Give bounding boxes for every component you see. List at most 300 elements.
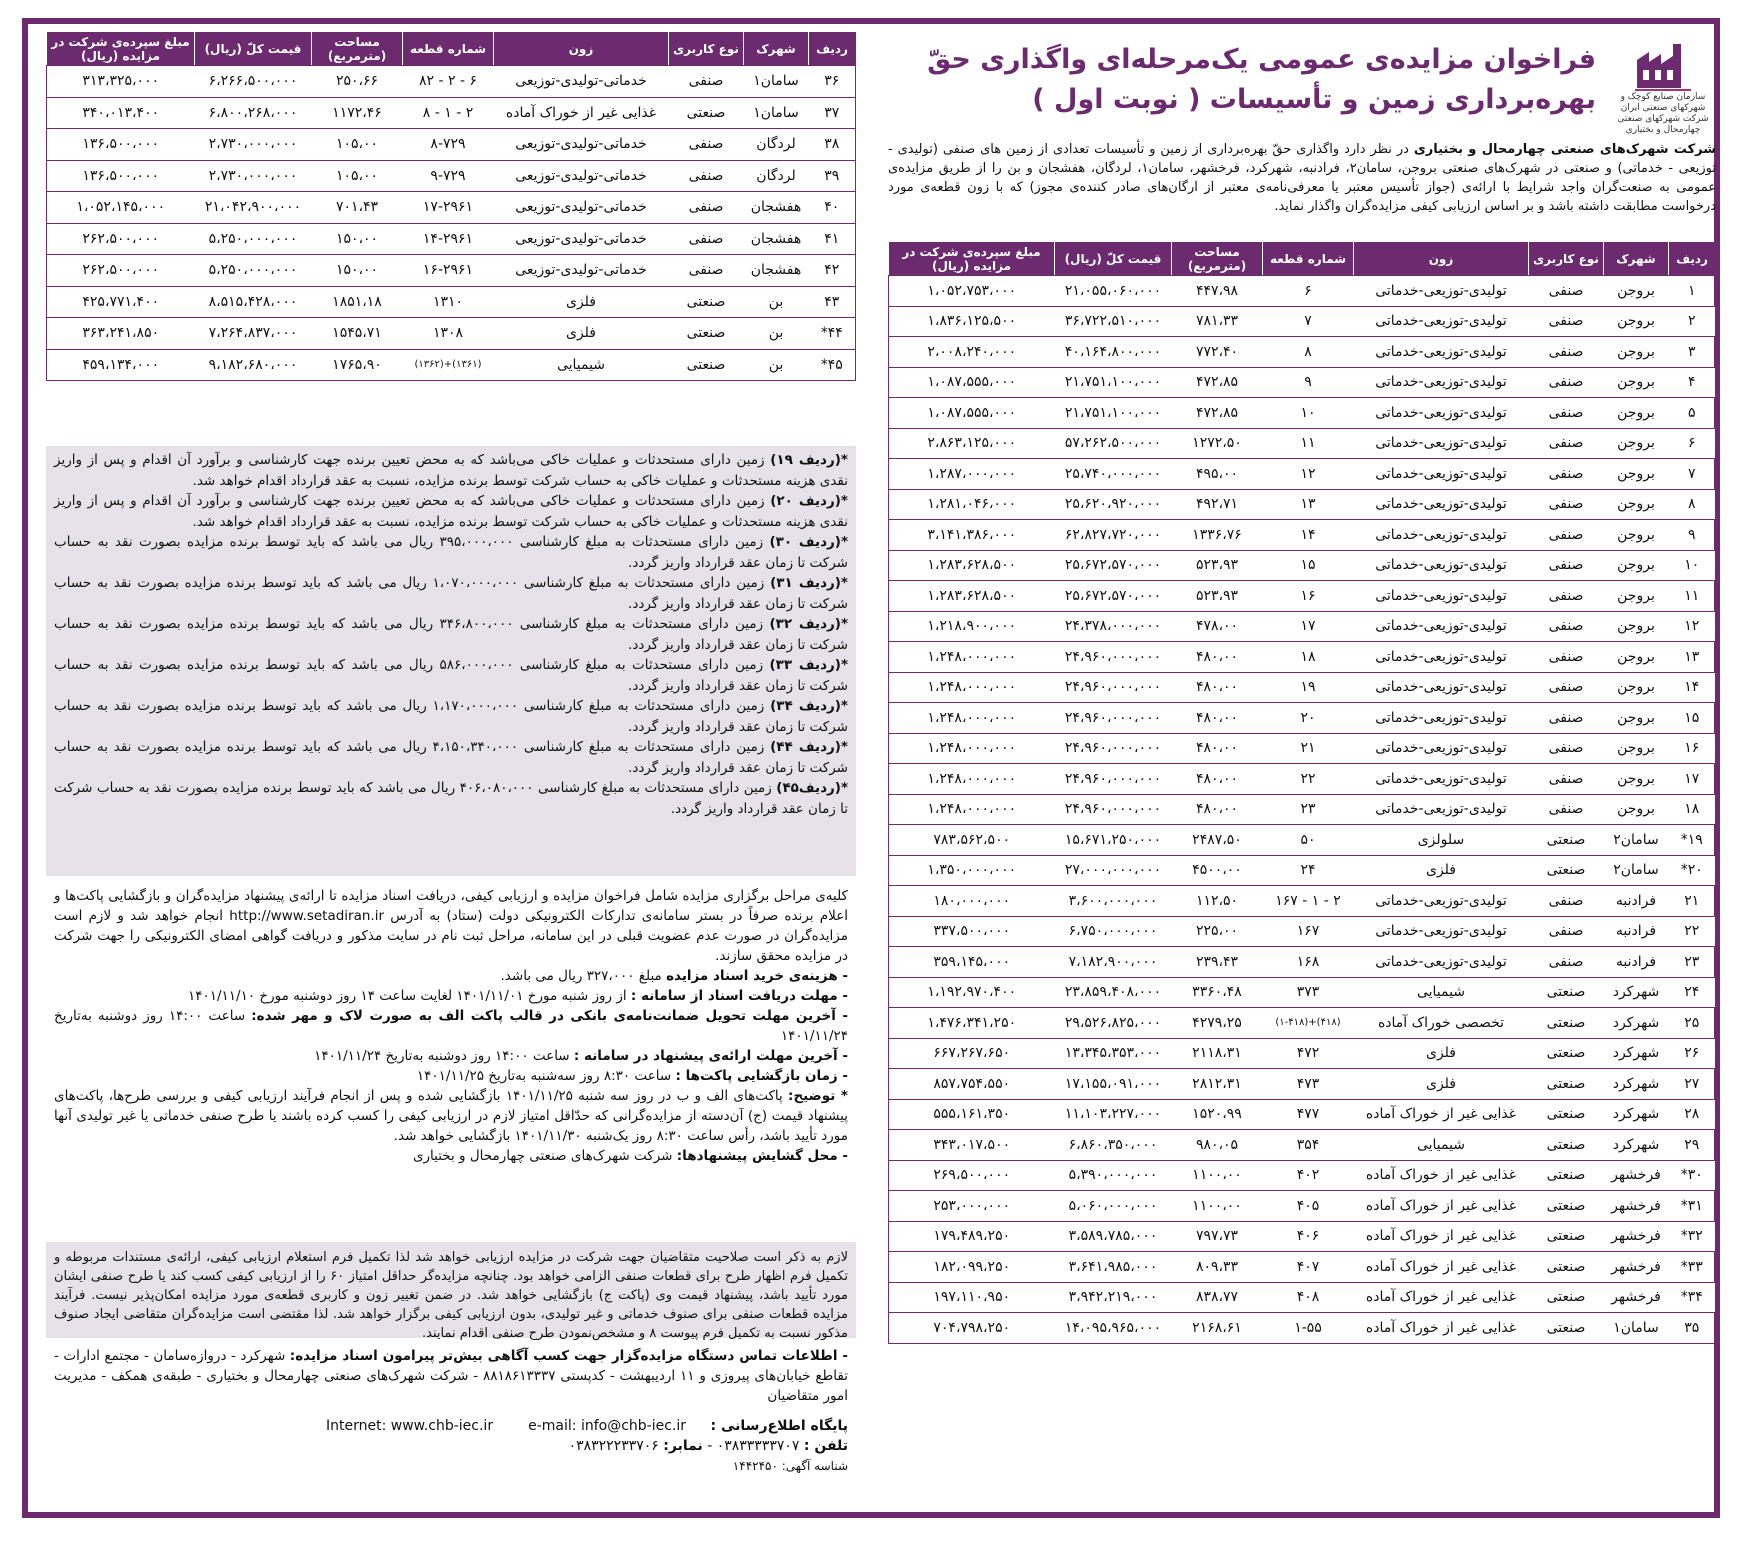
- cell-town: بن: [744, 286, 809, 318]
- table-row: [47, 286, 856, 318]
- col-area: مساحت (مترمربع): [312, 33, 403, 66]
- cell-row: ۵: [1669, 398, 1716, 429]
- cell-area: ۷۰۱،۴۳: [312, 192, 403, 224]
- cell-row: ۸: [1669, 489, 1716, 520]
- cell-deposit: ۳۵۹،۱۴۵،۰۰۰: [889, 947, 1055, 978]
- info-item: [54, 1006, 848, 1046]
- cell-row: ۳: [1669, 337, 1716, 368]
- cell-price: ۲۵،۶۲۰،۹۲۰،۰۰۰: [1055, 489, 1172, 520]
- table-row: [47, 192, 856, 224]
- table-row: [889, 459, 1716, 490]
- cell-area: ۲۵۰،۶۶: [312, 66, 403, 98]
- contact-text: شهرکرد - دروازه‌سامان - مجتمع ادارات - تقاطع خیابان‌های پیروزی و ۱۱ اردیبهشت - کدپستی ۸۸۱۸۶۱۳۳۳۷ - شرکت شهرک‌های صنعتی چهارمحال و بختیاری - طبقه‌ی همکف - مدیریت امور متقاضیان: [54, 1348, 848, 1404]
- fax-value: ۰۳۸۳۲۲۲۳۳۷۰۶: [568, 1438, 659, 1454]
- cell-deposit: ۲۶۲،۵۰۰،۰۰۰: [47, 223, 195, 255]
- cell-deposit: ۱۳۶،۵۰۰،۰۰۰: [47, 160, 195, 192]
- cell-price: ۶،۷۵۰،۰۰۰،۰۰۰: [1055, 916, 1172, 947]
- table-row: [889, 306, 1716, 337]
- cell-deposit: ۳۱۳،۳۲۵،۰۰۰: [47, 66, 195, 98]
- cell-price: ۸،۵۱۵،۴۲۸،۰۰۰: [195, 286, 312, 318]
- table-row: [889, 642, 1716, 673]
- note-label: *(ردیف ۳۴): [770, 698, 848, 714]
- header: [868, 38, 1718, 138]
- cell-town: بروجن: [1604, 764, 1669, 795]
- cell-zone: خدماتی-تولیدی-توزیعی: [494, 160, 669, 192]
- table-row: [889, 1191, 1716, 1222]
- cell-zone: تولیدی-توزیعی-خدماتی: [1354, 337, 1529, 368]
- cell-price: ۶،۲۶۶،۵۰۰،۰۰۰: [195, 66, 312, 98]
- cell-parcel: ۲۴: [1263, 855, 1354, 886]
- cell-zone: غذایی غیر از خوراک آماده: [1354, 1282, 1529, 1313]
- contact-info: [46, 1346, 856, 1406]
- cell-zone: تولیدی-توزیعی-خدماتی: [1354, 550, 1529, 581]
- cell-zone: تولیدی-توزیعی-خدماتی: [1354, 489, 1529, 520]
- cell-use: صنعتی: [1529, 1008, 1604, 1039]
- cell-row: ۱۱: [1669, 581, 1716, 612]
- cell-parcel: ۲ - ۱ - ۸: [403, 97, 494, 129]
- cell-price: ۲،۷۳۰،۰۰۰،۰۰۰: [195, 160, 312, 192]
- title-line2: بهره‌برداری زمین و تأسیسات ( نوبت اول ): [1032, 84, 1596, 115]
- cell-zone: تولیدی-توزیعی-خدماتی: [1354, 916, 1529, 947]
- cell-deposit: ۲۶۲،۵۰۰،۰۰۰: [47, 255, 195, 287]
- cell-area: ۱۷۶۵،۹۰: [312, 349, 403, 381]
- cell-town: هفشجان: [744, 192, 809, 224]
- cell-row: ۶: [1669, 428, 1716, 459]
- cell-area: ۴۸۰،۰۰: [1172, 642, 1263, 673]
- cell-deposit: ۲،۰۰۸،۲۴۰،۰۰۰: [889, 337, 1055, 368]
- cell-parcel: ۱۶۷: [1263, 916, 1354, 947]
- cell-parcel: (۱۳۶۱)+(۱۳۶۲): [403, 349, 494, 381]
- cell-parcel: ۲ - ۱ - ۱۶۷: [1263, 886, 1354, 917]
- cell-use: صنفی: [669, 255, 744, 287]
- table-row: [889, 489, 1716, 520]
- cell-price: ۲۴،۹۶۰،۰۰۰،۰۰۰: [1055, 703, 1172, 734]
- info-item: [54, 1066, 848, 1086]
- note-item: [54, 778, 848, 819]
- table-row: [889, 764, 1716, 795]
- ad-id: شناسه آگهی: ۱۴۴۲۴۵۰: [732, 1459, 848, 1473]
- cell-price: ۷،۱۸۲،۹۰۰،۰۰۰: [1055, 947, 1172, 978]
- table-row: [889, 1069, 1716, 1100]
- cell-price: ۲۹،۵۲۶،۸۲۵،۰۰۰: [1055, 1008, 1172, 1039]
- cell-zone: تولیدی-توزیعی-خدماتی: [1354, 947, 1529, 978]
- cell-parcel: ۹-۷۲۹: [403, 160, 494, 192]
- cell-zone: تولیدی-توزیعی-خدماتی: [1354, 398, 1529, 429]
- cell-deposit: ۱،۰۵۲،۷۵۳،۰۰۰: [889, 276, 1055, 307]
- table-header-row: [47, 33, 856, 66]
- cell-parcel: ۱۴: [1263, 520, 1354, 551]
- cell-use: صنفی: [1529, 672, 1604, 703]
- cell-price: ۱۵،۶۷۱،۲۵۰،۰۰۰: [1055, 825, 1172, 856]
- cell-town: سامان۲: [1604, 825, 1669, 856]
- cell-town: بروجن: [1604, 550, 1669, 581]
- cell-row: ۲۷: [1669, 1069, 1716, 1100]
- intro-text: در نظر دارد واگذاری حقّ بهره‌برداری از زمین و تأسیسات تعدادی از زمین های صنفی (تولیدی - توزیعی - خدماتی) و صنعتی در شهرک‌های صنعتی بروجن، سامان۲، فرادنبه، شهرکرد، فرخشهر، سامان۱، لردگان، هفشجان و بن را از طریق مزایده‌ی عمومی به صنعت‌گران واجد شرایط با ارائه‌ی (جواز تأسیس معتبر یا معرفی‌نامه‌ی معتبر از ارگان‌های صادر کننده‌ی مجوز) که با زون قطعه‌ی مورد درخواست مطابقت داشته باشد و بر اساس ارزیابی کیفی مزایده‌گران واگذار نماید.: [888, 142, 1716, 214]
- cell-parcel: ۲۱: [1263, 733, 1354, 764]
- cell-town: بروجن: [1604, 581, 1669, 612]
- cell-area: ۳۳۶۰،۴۸: [1172, 977, 1263, 1008]
- cell-deposit: ۳۳۷،۵۰۰،۰۰۰: [889, 916, 1055, 947]
- cell-row: ۲۸: [1669, 1099, 1716, 1130]
- cell-use: صنفی: [1529, 642, 1604, 673]
- cell-use: صنعتی: [1529, 977, 1604, 1008]
- col-town: شهرک: [744, 33, 809, 66]
- cell-town: فرخشهر: [1604, 1252, 1669, 1283]
- cell-deposit: ۷۸۳،۵۶۲،۵۰۰: [889, 825, 1055, 856]
- table-row: [47, 349, 856, 381]
- cell-area: ۷۷۲،۴۰: [1172, 337, 1263, 368]
- table-row: [889, 367, 1716, 398]
- contact-label: - اطلاعات تماس دستگاه مزایده‌گزار جهت کسب آگاهی بیش‌تر پیرامون اسناد مزایده:: [289, 1348, 848, 1364]
- note-label: *(ردیف ۳۳): [769, 657, 848, 673]
- cell-parcel: ۹: [1263, 367, 1354, 398]
- info-paragraph: کلیه‌ی مراحل برگزاری مزایده شامل فراخوان مزایده و ارزیابی کیفی، دریافت اسناد مزایده تا ارائه‌ی پیشنهاد مزایده‌گران و بازگشایی پاکت‌ها و اعلام برنده صرفاً در بستر سامانه‌ی تدارکات الکترونیکی دولت (ستاد) به آدرس http://www.setadiran.ir انجام خواهد شد و لازم است مزایده‌گران در صورت عدم عضویت قبلی در این سامانه، مراحل ثبت نام در سایت مذکور و دریافت گواهی امضای الکترونیکی را جهت شرکت در مزایده محقق سازند.: [54, 888, 849, 964]
- note-item: [54, 532, 848, 573]
- info-item-label: - مهلت دریافت اسناد از سامانه :: [630, 988, 848, 1004]
- cell-row: ۴۰: [809, 192, 856, 224]
- cell-deposit: ۱۷۹،۴۸۹،۲۵۰: [889, 1221, 1055, 1252]
- cell-area: ۱۵۲۰،۹۹: [1172, 1099, 1263, 1130]
- cell-zone: تولیدی-توزیعی-خدماتی: [1354, 764, 1529, 795]
- ad-frame: [22, 18, 1720, 1518]
- cell-zone: فلزی: [1354, 1069, 1529, 1100]
- table-row: [889, 672, 1716, 703]
- cell-town: فرادنبه: [1604, 886, 1669, 917]
- cell-row: ۳۵: [1669, 1313, 1716, 1344]
- cell-use: صنفی: [1529, 581, 1604, 612]
- cell-town: فرخشهر: [1604, 1191, 1669, 1222]
- note-text: زمین دارای مستحدثات و عملیات خاکی می‌باشد که به محض تعیین برنده جهت کارشناسی و برآورد آن اقدام و پس از واریز نقدی هزینه مستحدثات و عملیات خاکی به حساب شرکت توسط برنده مزایده، نسبت به عقد قرارداد اقدام خواهد شد.: [54, 452, 848, 489]
- cell-town: بروجن: [1604, 794, 1669, 825]
- cell-deposit: ۱۸۲،۰۹۹،۲۵۰: [889, 1252, 1055, 1283]
- cell-area: ۴۸۰،۰۰: [1172, 672, 1263, 703]
- cell-row: ۲۱: [1669, 886, 1716, 917]
- cell-area: ۲۱۶۸،۶۱: [1172, 1313, 1263, 1344]
- cell-area: ۴۸۰،۰۰: [1172, 733, 1263, 764]
- cell-deposit: ۵۵۵،۱۶۱،۳۵۰: [889, 1099, 1055, 1130]
- cell-parcel: ۴۷۲: [1263, 1038, 1354, 1069]
- cell-use: صنفی: [1529, 947, 1604, 978]
- cell-price: ۲۴،۹۶۰،۰۰۰،۰۰۰: [1055, 733, 1172, 764]
- info-item-text: ساعت ۸:۳۰ روز سه‌شنبه به‌تاریخ ۱۴۰۱/۱۱/۲۵: [416, 1068, 676, 1084]
- cell-row: ۴۳: [809, 286, 856, 318]
- info-item: [54, 986, 848, 1006]
- info-item: [54, 1046, 848, 1066]
- cell-parcel: ۴۷۳: [1263, 1069, 1354, 1100]
- cell-parcel: ۴۰۸: [1263, 1282, 1354, 1313]
- cell-use: صنفی: [1529, 916, 1604, 947]
- cell-deposit: ۱،۲۸۱،۰۴۶،۰۰۰: [889, 489, 1055, 520]
- cell-zone: تولیدی-توزیعی-خدماتی: [1354, 306, 1529, 337]
- cell-use: صنفی: [1529, 520, 1604, 551]
- cell-use: صنعتی: [1529, 1130, 1604, 1161]
- cell-price: ۳،۶۴۱،۹۸۵،۰۰۰: [1055, 1252, 1172, 1283]
- cell-deposit: ۶۶۷،۲۶۷،۶۵۰: [889, 1038, 1055, 1069]
- cell-use: صنعتی: [1529, 825, 1604, 856]
- cell-row: ۳۱*: [1669, 1191, 1716, 1222]
- cell-parcel: ۲۳: [1263, 794, 1354, 825]
- table-row: [889, 733, 1716, 764]
- table-row: [889, 977, 1716, 1008]
- cell-deposit: ۱۸۰،۰۰۰،۰۰۰: [889, 886, 1055, 917]
- cell-row: ۷: [1669, 459, 1716, 490]
- cell-deposit: ۱،۴۷۶،۳۴۱،۲۵۰: [889, 1008, 1055, 1039]
- cell-town: بروجن: [1604, 337, 1669, 368]
- cell-use: صنفی: [1529, 398, 1604, 429]
- note-label: *(ردیف ۳۱): [770, 575, 848, 591]
- cell-use: صنفی: [1529, 794, 1604, 825]
- cell-zone: فلزی: [494, 318, 669, 350]
- cell-town: بروجن: [1604, 459, 1669, 490]
- cell-parcel: ۱-۵۵: [1263, 1313, 1354, 1344]
- cell-row: ۴۵*: [809, 349, 856, 381]
- cell-row: ۲۶: [1669, 1038, 1716, 1069]
- cell-deposit: ۳۴۳،۰۱۷،۵۰۰: [889, 1130, 1055, 1161]
- cell-zone: شیمیایی: [1354, 1130, 1529, 1161]
- cell-area: ۱۱۰۰،۰۰: [1172, 1160, 1263, 1191]
- cell-town: فرخشهر: [1604, 1221, 1669, 1252]
- cell-parcel: ۸: [1263, 337, 1354, 368]
- cell-price: ۲۳،۸۵۹،۴۰۸،۰۰۰: [1055, 977, 1172, 1008]
- cell-parcel: ۴۰۲: [1263, 1160, 1354, 1191]
- cell-price: ۶،۸۰۰،۲۶۸،۰۰۰: [195, 97, 312, 129]
- cell-area: ۸۰۹،۳۳: [1172, 1252, 1263, 1283]
- cell-deposit: ۱،۲۸۷،۰۰۰،۰۰۰: [889, 459, 1055, 490]
- cell-use: صنعتی: [1529, 1038, 1604, 1069]
- cell-zone: خدماتی-تولیدی-توزیعی: [494, 66, 669, 98]
- cell-zone: غذایی غیر از خوراک آماده: [1354, 1221, 1529, 1252]
- cell-parcel: ۶: [1263, 276, 1354, 307]
- cell-use: صنعتی: [669, 318, 744, 350]
- cell-area: ۴۲۷۹،۲۵: [1172, 1008, 1263, 1039]
- cell-row: ۴۴*: [809, 318, 856, 350]
- col-town: شهرک: [1604, 243, 1669, 276]
- cell-zone: خدماتی-تولیدی-توزیعی: [494, 223, 669, 255]
- logo-line1: سازمان صنایع کوچک و شهرکهای صنعتی ایران: [1620, 92, 1706, 113]
- cell-zone: غذایی غیر از خوراک آماده: [494, 97, 669, 129]
- cell-area: ۸۳۸،۷۷: [1172, 1282, 1263, 1313]
- table-row: [889, 855, 1716, 886]
- note-label: *(ردیف۴۵): [776, 780, 848, 796]
- cell-row: ۱۴: [1669, 672, 1716, 703]
- note-item: [54, 655, 848, 696]
- cell-town: لردگان: [744, 160, 809, 192]
- cell-use: صنفی: [1529, 886, 1604, 917]
- cell-area: ۷۹۷،۷۳: [1172, 1221, 1263, 1252]
- cell-zone: تولیدی-توزیعی-خدماتی: [1354, 520, 1529, 551]
- table-row: [47, 318, 856, 350]
- cell-price: ۴۰،۱۶۴،۸۰۰،۰۰۰: [1055, 337, 1172, 368]
- note-item: [54, 450, 848, 491]
- table-row: [889, 276, 1716, 307]
- cell-use: صنفی: [1529, 367, 1604, 398]
- info-item-text: ساعت ۱۴:۰۰ روز دوشنبه به‌تاریخ ۱۴۰۱/۱۱/۲۴: [314, 1048, 574, 1064]
- note-text: زمین دارای مستحدثات به مبلغ کارشناسی ۱،۰۷۰،۰۰۰،۰۰۰ ریال می باشد که باید توسط برنده مزایده بصورت نقد به حساب شرکت تا زمان عقد قرارداد واریز گردد.: [54, 575, 848, 612]
- cell-price: ۱۱،۱۰۳،۲۲۷،۰۰۰: [1055, 1099, 1172, 1130]
- table-row: [889, 581, 1716, 612]
- cell-deposit: ۷۰۴،۷۹۸،۲۵۰: [889, 1313, 1055, 1344]
- cell-town: بروجن: [1604, 520, 1669, 551]
- col-price: قیمت کلّ (ریال): [1055, 243, 1172, 276]
- cell-use: صنعتی: [1529, 1191, 1604, 1222]
- cell-area: ۱۵۴۵،۷۱: [312, 318, 403, 350]
- cell-parcel: ۱۶-۲۹۶۱: [403, 255, 494, 287]
- cell-town: شهرکرد: [1604, 1069, 1669, 1100]
- info-item-label: - محل گشایش پیشنهادها:: [676, 1148, 848, 1164]
- cell-price: ۳،۶۰۰،۰۰۰،۰۰۰: [1055, 886, 1172, 917]
- cell-zone: تولیدی-توزیعی-خدماتی: [1354, 459, 1529, 490]
- table-row: [889, 1099, 1716, 1130]
- cell-zone: تولیدی-توزیعی-خدماتی: [1354, 581, 1529, 612]
- info-item-text: پاکت‌های الف و ب در روز سه شنبه ۱۴۰۱/۱۱/۲۵ بازگشایی شده و پس از انجام فرآیند ارزیابی کیفی و بررسی طرح‌ها، پاکت‌های پیشنهاد قیمت (ج) آن‌دسته از مزایده‌گرانی که حدّاقل امتیاز لازم در ارزیابی کیفی را کسب کرده باشند یا طرح صنفی خدماتی یا غیر تولیدی آنها مورد تأیید باشد، رأس ساعت ۸:۳۰ روز یک‌شنبه ۱۴۰۱/۱۱/۳۰ بازگشایی خواهد شد.: [54, 1088, 848, 1144]
- cell-area: ۱۵۰،۰۰: [312, 255, 403, 287]
- row-notes: [46, 446, 856, 876]
- table-row: [889, 520, 1716, 551]
- cell-price: ۲۴،۹۶۰،۰۰۰،۰۰۰: [1055, 672, 1172, 703]
- cell-area: ۴۹۲،۷۱: [1172, 489, 1263, 520]
- note-label: *(ردیف ۳۲): [769, 616, 848, 632]
- cell-town: شهرکرد: [1604, 1130, 1669, 1161]
- note-item: [54, 696, 848, 737]
- cell-parcel: ۱۶۸: [1263, 947, 1354, 978]
- cell-row: ۱۵: [1669, 703, 1716, 734]
- cell-area: ۱۵۰،۰۰: [312, 223, 403, 255]
- cell-area: ۱۰۵،۰۰: [312, 160, 403, 192]
- cell-use: صنفی: [1529, 703, 1604, 734]
- table-row: [889, 886, 1716, 917]
- cell-parcel: ۴۷۷: [1263, 1099, 1354, 1130]
- cell-row: ۱۳: [1669, 642, 1716, 673]
- cell-parcel: ۳۷۳: [1263, 977, 1354, 1008]
- cell-deposit: ۱،۱۹۲،۹۷۰،۴۰۰: [889, 977, 1055, 1008]
- cell-zone: تولیدی-توزیعی-خدماتی: [1354, 733, 1529, 764]
- cell-use: صنعتی: [669, 349, 744, 381]
- cell-parcel: ۱۳۱۰: [403, 286, 494, 318]
- cell-row: ۲۵: [1669, 1008, 1716, 1039]
- title-line1: فراخوان مزایده‌ی عمومی یک‌مرحله‌ای واگذاری حقّ: [927, 44, 1596, 75]
- cell-price: ۲۱،۰۴۲،۹۰۰،۰۰۰: [195, 192, 312, 224]
- cell-deposit: ۱،۲۱۸،۹۰۰،۰۰۰: [889, 611, 1055, 642]
- cell-zone: تولیدی-توزیعی-خدماتی: [1354, 794, 1529, 825]
- note-text: زمین دارای مستحدثات به مبلغ کارشناسی ۱،۱۷۰،۰۰۰،۰۰۰ ریال می باشد که باید توسط برنده مزایده بصورت نقد به حساب شرکت تا زمان عقد قرارداد واریز گردد.: [54, 698, 848, 735]
- col-zone: زون: [494, 33, 669, 66]
- cell-town: بروجن: [1604, 276, 1669, 307]
- col-area: مساحت (مترمربع): [1172, 243, 1263, 276]
- cell-zone: فلزی: [494, 286, 669, 318]
- cell-row: ۱۸: [1669, 794, 1716, 825]
- note-item: [54, 614, 848, 655]
- info-item-label: - هزینه‌ی خرید اسناد مزایده: [666, 968, 848, 984]
- cell-parcel: ۱۳: [1263, 489, 1354, 520]
- cell-area: ۱۲۷۲،۵۰: [1172, 428, 1263, 459]
- cell-use: صنفی: [1529, 611, 1604, 642]
- table-row: [889, 398, 1716, 429]
- internet-link[interactable]: Internet: www.chb-iec.ir: [326, 1418, 494, 1434]
- cell-zone: فلزی: [1354, 855, 1529, 886]
- cell-area: ۴۴۷،۹۸: [1172, 276, 1263, 307]
- cell-deposit: ۱،۰۵۲،۱۴۵،۰۰۰: [47, 192, 195, 224]
- cell-deposit: ۳۴۰،۰۱۳،۴۰۰: [47, 97, 195, 129]
- note-text: زمین دارای مستحدثات به مبلغ کارشناسی ۳۴۶،۸۰۰،۰۰۰ ریال می باشد که باید توسط برنده مزایده بصورت نقد به حساب شرکت تا زمان عقد قرارداد واریز گردد.: [54, 616, 848, 653]
- cell-town: بروجن: [1604, 703, 1669, 734]
- cell-deposit: ۸۵۷،۷۵۴،۵۵۰: [889, 1069, 1055, 1100]
- table-row: [889, 1252, 1716, 1283]
- table-row: [47, 160, 856, 192]
- note-item: [54, 737, 848, 778]
- cell-use: صنعتی: [1529, 1160, 1604, 1191]
- parcels-table-right: [888, 242, 1716, 1344]
- cell-row: ۲: [1669, 306, 1716, 337]
- info-item-text: ساعت ۱۴:۰۰ روز دوشنبه به‌تاریخ ۱۴۰۱/۱۱/۲۴: [54, 1008, 848, 1044]
- intro-paragraph: [888, 140, 1716, 216]
- cell-town: بروجن: [1604, 489, 1669, 520]
- cell-price: ۵۷،۲۶۲،۵۰۰،۰۰۰: [1055, 428, 1172, 459]
- table-row: [889, 1282, 1716, 1313]
- cell-row: ۱۹*: [1669, 825, 1716, 856]
- cell-deposit: ۳۶۳،۲۴۱،۸۵۰: [47, 318, 195, 350]
- cell-zone: خدماتی-تولیدی-توزیعی: [494, 129, 669, 161]
- cell-row: ۹: [1669, 520, 1716, 551]
- cell-price: ۲۵،۶۷۲،۵۷۰،۰۰۰: [1055, 550, 1172, 581]
- cell-use: صنفی: [669, 223, 744, 255]
- cell-zone: شیمیایی: [494, 349, 669, 381]
- cell-row: ۴۲: [809, 255, 856, 287]
- cell-price: ۹،۱۸۲،۶۸۰،۰۰۰: [195, 349, 312, 381]
- info-item: [54, 1086, 848, 1146]
- cell-deposit: ۱،۸۳۶،۱۲۵،۵۰۰: [889, 306, 1055, 337]
- table-body-left: [47, 66, 856, 381]
- cell-price: ۱۳،۳۴۵،۳۵۳،۰۰۰: [1055, 1038, 1172, 1069]
- cell-parcel: ۱۳۰۸: [403, 318, 494, 350]
- cell-area: ۱۱۷۲،۴۶: [312, 97, 403, 129]
- email-link[interactable]: e-mail: info@chb-iec.ir: [528, 1418, 686, 1434]
- cell-price: ۶۲،۸۲۷،۷۲۰،۰۰۰: [1055, 520, 1172, 551]
- table-row: [889, 1221, 1716, 1252]
- cell-deposit: ۱۹۷،۱۱۰،۹۵۰: [889, 1282, 1055, 1313]
- phone-label: تلفن :: [803, 1438, 848, 1454]
- table-row: [889, 1160, 1716, 1191]
- info-item-text: از روز شنبه مورخ ۱۴۰۱/۱۱/۰۱ لغایت ساعت ۱۴ روز دوشنبه مورخ ۱۴۰۱/۱۱/۱۰: [187, 988, 631, 1004]
- cell-deposit: ۱،۲۴۸،۰۰۰،۰۰۰: [889, 794, 1055, 825]
- col-deposit: مبلغ سپرده‌ی شرکت در مزایده (ریال): [47, 33, 195, 66]
- cell-parcel: ۱۲: [1263, 459, 1354, 490]
- col-price: قیمت کلّ (ریال): [195, 33, 312, 66]
- cell-price: ۲۴،۳۷۸،۰۰۰،۰۰۰: [1055, 611, 1172, 642]
- cell-use: صنعتی: [669, 97, 744, 129]
- info-item-label: - آخرین مهلت تحویل ضمانت‌نامه‌ی بانکی در قالب پاکت الف به صورت لاک و مهر شده:: [251, 1008, 848, 1024]
- cell-town: سامان۱: [1604, 1313, 1669, 1344]
- cell-town: بروجن: [1604, 611, 1669, 642]
- cell-price: ۱۷،۱۵۵،۰۹۱،۰۰۰: [1055, 1069, 1172, 1100]
- note-label: *(ردیف ۳۰): [769, 534, 848, 550]
- cell-parcel: ۱۴-۲۹۶۱: [403, 223, 494, 255]
- table-row: [889, 825, 1716, 856]
- cell-price: ۲۵،۷۴۰،۰۰۰،۰۰۰: [1055, 459, 1172, 490]
- cell-row: ۳۸: [809, 129, 856, 161]
- cell-price: ۲،۷۳۰،۰۰۰،۰۰۰: [195, 129, 312, 161]
- table-row: [47, 255, 856, 287]
- cell-town: هفشجان: [744, 255, 809, 287]
- cell-use: صنفی: [1529, 550, 1604, 581]
- cell-area: ۲۴۸۷،۵۰: [1172, 825, 1263, 856]
- cell-row: ۲۹: [1669, 1130, 1716, 1161]
- cell-area: ۴۷۸،۰۰: [1172, 611, 1263, 642]
- info-item-label: - آخرین مهلت ارائه‌ی پیشنهاد در سامانه :: [573, 1048, 848, 1064]
- cell-deposit: ۱،۲۸۳،۶۲۸،۵۰۰: [889, 581, 1055, 612]
- cell-parcel: ۳۵۴: [1263, 1130, 1354, 1161]
- logo-line3: چهارمحال و بختیاری: [1625, 125, 1701, 135]
- cell-area: ۱۱۲،۵۰: [1172, 886, 1263, 917]
